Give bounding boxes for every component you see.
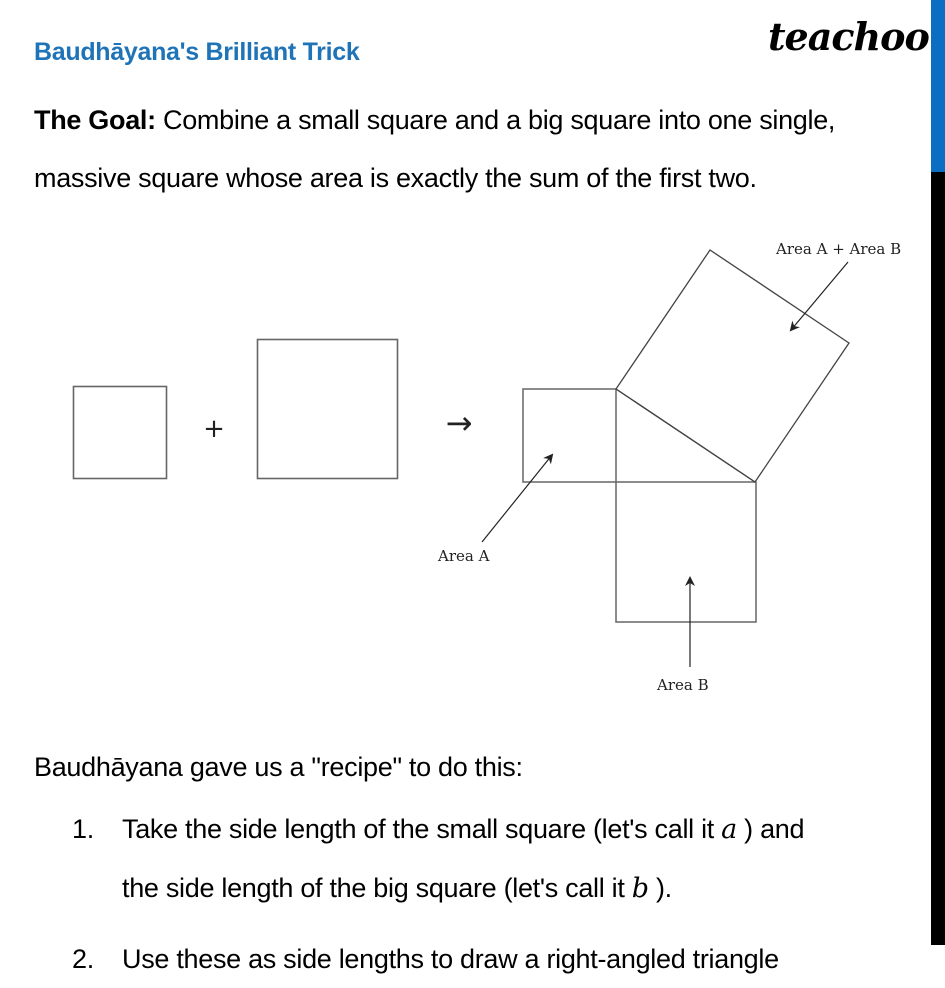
item-text: the side length of the big square (let's call it <box>122 873 632 903</box>
area-sum-label: Area A + Area B <box>776 240 902 258</box>
area-a-label: Area A <box>438 547 490 565</box>
teachoo-logo: teachoo <box>768 14 929 59</box>
item-text: Take the side length of the small square (let's call it <box>122 814 722 844</box>
list-number: 2. <box>72 944 94 974</box>
list-item <box>72 930 902 988</box>
variable-a: a <box>721 814 737 845</box>
item-text: ) and <box>736 814 805 844</box>
goal-label: The Goal: <box>34 105 156 135</box>
item-text: ). <box>648 873 672 903</box>
page-title: Baudhāyana's Brilliant Trick <box>34 38 360 66</box>
recipe-list <box>72 800 902 988</box>
scrollbar-thumb[interactable] <box>931 0 945 172</box>
area-b-square <box>616 482 756 622</box>
goal-text-line2: massive square whose area is exactly the sum of the first two. <box>34 163 757 193</box>
goal-paragraph <box>34 91 835 207</box>
list-number: 1. <box>72 814 94 844</box>
area-sum-pointer <box>791 262 848 330</box>
plus-sign: + <box>203 414 225 444</box>
area-b-label: Area B <box>657 676 709 694</box>
arrow-right-icon: → <box>445 404 473 442</box>
goal-text-line1: Combine a small square and a big square into one single, <box>155 105 836 135</box>
hypotenuse-line <box>616 389 755 482</box>
hypotenuse-square <box>616 250 849 482</box>
small-square <box>74 387 167 479</box>
area-a-pointer <box>482 455 552 542</box>
variable-b: b <box>631 873 649 904</box>
big-square <box>258 340 398 479</box>
area-a-square <box>523 389 616 482</box>
pythagoras-diagram <box>0 220 930 710</box>
item-text: Use these as side lengths to draw a right-angled triangle <box>122 944 779 974</box>
recipe-intro: Baudhāyana gave us a "recipe" to do this: <box>34 752 523 782</box>
list-item <box>72 800 902 918</box>
scrollbar-track[interactable] <box>931 172 945 945</box>
